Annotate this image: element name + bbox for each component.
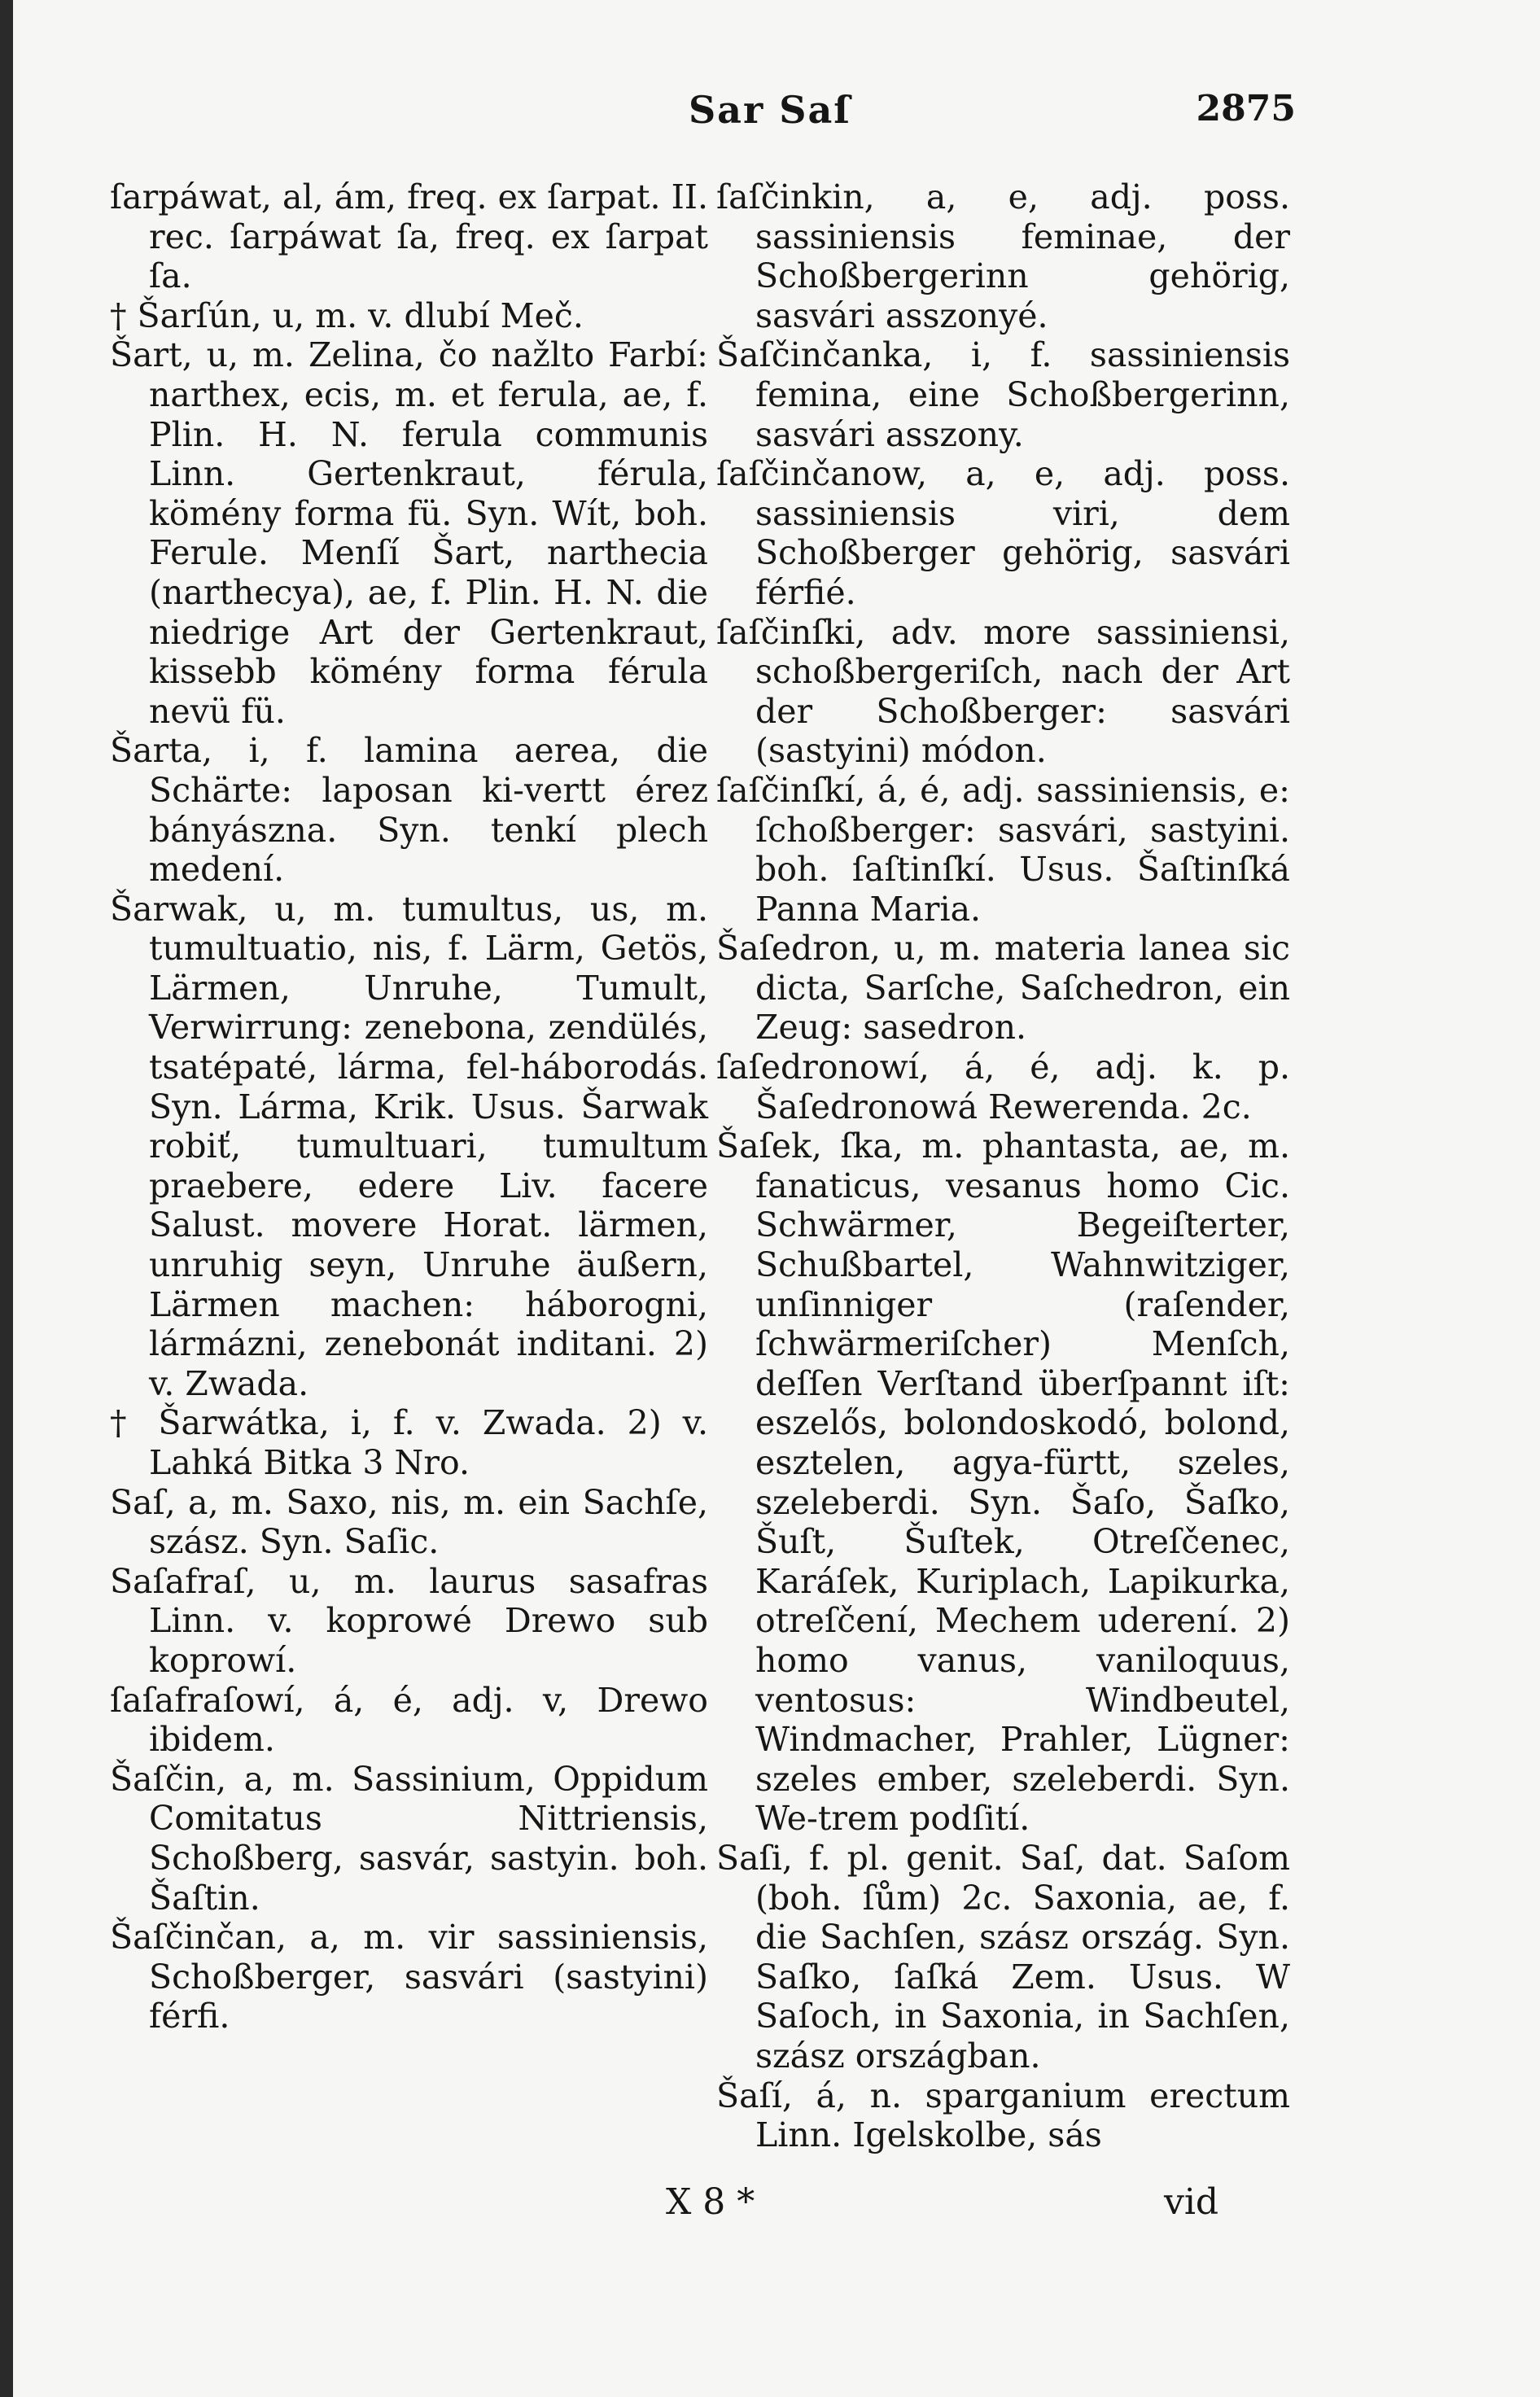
dictionary-entry: Šaſedron, u, m. materia lanea sic dicta, Sarſche, Saſchedron, ein Zeug: sasedron. xyxy=(716,929,1290,1048)
dictionary-entry: Šart, u, m. Zelina, čo nažlto Farbí: narthex, ecis, m. et ferula, ae, f. Plin. H. N. ferula communis Linn. Gertenkraut, férula, kömény forma fü. Syn. Wít, boh. Ferule. Menſí Šart, narthecia (narthecya), ae, f. Plin. H. N. die niedrige Art der Gertenkraut, kissebb kömény forma férula nevü fü. xyxy=(110,335,708,731)
page-footer xyxy=(0,2181,1540,2230)
dictionary-entry: Šaſčinčanka, i, f. sassiniensis femina, eine Schoßbergerinn, sasvári asszony. xyxy=(716,335,1290,454)
page-number: 2875 xyxy=(1196,88,1296,129)
dictionary-entry: ſaſafraſowí, á, é, adj. v, Drewo ibidem. xyxy=(110,1680,708,1760)
dictionary-entry: Šaſí, á, n. sparganium erectum Linn. Igelskolbe, sás xyxy=(716,2076,1290,2155)
running-head: Sar Saſ xyxy=(688,88,852,132)
dictionary-entry: ſaſčinſki, adv. more sassiniensi, schoßbergeriſch, nach der Art der Schoßberger: sasvári (sastyini) módon. xyxy=(716,612,1290,771)
dictionary-entry: ſarpáwat, al, ám, freq. ex ſarpat. II. rec. ſarpáwat ſa, freq. ex ſarpat ſa. xyxy=(110,177,708,296)
right-column xyxy=(716,177,1290,2155)
dictionary-entry: Saſafraſ, u, m. laurus sasafras Linn. v. koprowé Drewo sub koprowí. xyxy=(110,1561,708,1680)
dictionary-entry: Saſ, a, m. Saxo, nis, m. ein Sachſe, szász. Syn. Saſic. xyxy=(110,1482,708,1562)
dictionary-entry: † Šarwátka, i, f. v. Zwada. 2) v. Lahká Bitka 3 Nro. xyxy=(110,1403,708,1482)
dictionary-entry: ſaſčinſkí, á, é, adj. sassiniensis, e: ſchoßberger: sasvári, sastyini. boh. ſaſtinſkí. Usus. Šaſtinſká Panna Maria. xyxy=(716,770,1290,929)
page-edge-shadow xyxy=(0,0,13,2397)
left-column xyxy=(110,177,708,2036)
catchword: vid xyxy=(1164,2181,1219,2223)
signature-mark: X 8 * xyxy=(666,2181,755,2223)
dictionary-entry: ſaſčinkin, a, e, adj. poss. sassiniensis feminae, der Schoßbergerinn gehörig, sasvári asszonyé. xyxy=(716,177,1290,335)
dictionary-entry: Saſi, f. pl. genit. Saſ, dat. Saſom (boh. ſům) 2c. Saxonia, ae, f. die Sachſen, szász ország. Syn. Saſko, ſaſká Zem. Usus. W Saſoch, in Saxonia, in Sachſen, szász országban. xyxy=(716,1838,1290,2076)
dictionary-entry: ſaſedronowí, á, é, adj. k. p. Šaſedronowá Rewerenda. 2c. xyxy=(716,1048,1290,1126)
dictionary-entry: † Šarſún, u, m. v. dlubí Meč. xyxy=(110,295,584,335)
dictionary-entry: ſaſčinčanow, a, e, adj. poss. sassiniensis viri, dem Schoßberger gehörig, sasvári férfié. xyxy=(716,454,1290,612)
dictionary-entry: Šaſčinčan, a, m. vir sassiniensis, Schoßberger, sasvári (sastyini) férfi. xyxy=(110,1918,708,2036)
dictionary-entry: Šaſek, ſka, m. phantasta, ae, m. fanaticus, vesanus homo Cic. Schwärmer, Begeiſterter, Schußbartel, Wahnwitziger, unſinniger (raſender, ſchwärmeriſcher) Menſch, deſſen Verſtand überſpannt iſt: eszelős, bolondoskodó, bolond, esztelen, agya-fürtt, szeles, szeleberdi. Syn. Šaſo, Šaſko, Šuſt, Šuſtek, Otreſčenec, Karáſek, Kuriplach, Lapikurka, otreſčení, Mechem uderení. 2) homo vanus, vaniloquus, ventosus: Windbeutel, Windmacher, Prahler, Lügner: szeles ember, szeleberdi. Syn. We-trem podſití. xyxy=(716,1126,1290,1839)
dictionary-entry: Šarwak, u, m. tumultus, us, m. tumultuatio, nis, f. Lärm, Getös, Lärmen, Unruhe, Tumult, Verwirrung: zenebona, zendülés, tsatépaté, lárma, fel-háborodás. Syn. Lárma, Krik. Usus. Šarwak robiť, tumultuari, tumultum praebere, edere Liv. facere Salust. movere Horat. lärmen, unruhig seyn, Unruhe äußern, Lärmen machen: háborogni, lármázni, zenebonát inditani. 2) v. Zwada. xyxy=(110,889,708,1403)
page-header xyxy=(0,88,1540,145)
dictionary-entry: Šaſčin, a, m. Sassinium, Oppidum Comitatus Nittriensis, Schoßberg, sasvár, sastyin. boh. Šaſtin. xyxy=(110,1759,708,1918)
dictionary-entry: Šarta, i, f. lamina aerea, die Schärte: laposan ki-vertt érez bányászna. Syn. tenkí plech medení. xyxy=(110,731,708,890)
